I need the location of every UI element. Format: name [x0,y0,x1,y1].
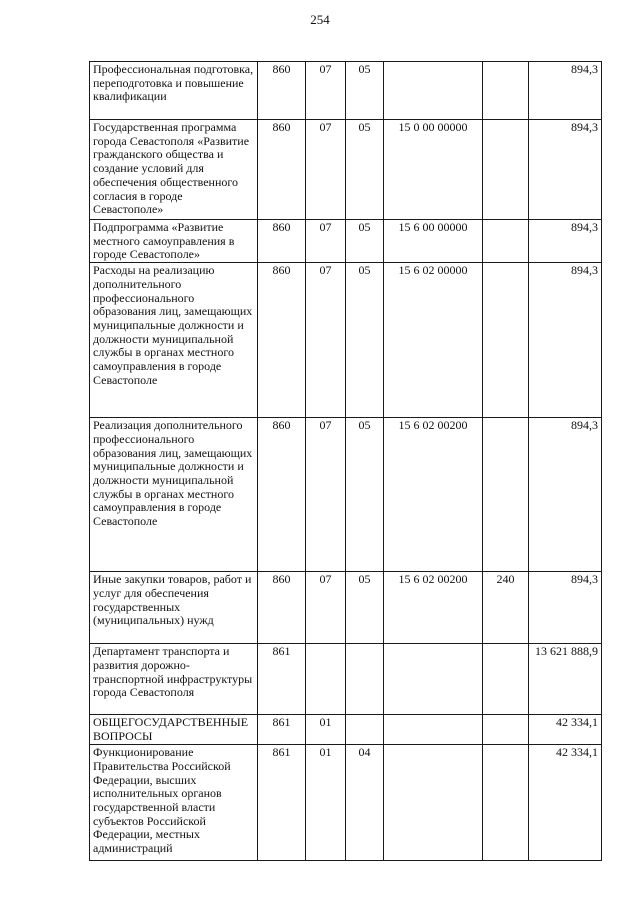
row-target-article [384,745,483,861]
row-expense-type [483,62,529,120]
row-target-article: 15 6 02 00000 [384,263,483,418]
budget-table [89,61,602,861]
row-name: Государственная программа города Севастополя «Развитие гражданского общества и создание условий для обеспечения общественного согласия в городе Севастополе» [90,120,258,220]
page-number: 254 [310,12,330,27]
row-amount: 894,3 [529,418,602,572]
row-subsection-code [346,644,384,715]
row-subsection-code: 05 [346,120,384,220]
row-amount: 894,3 [529,62,602,120]
row-org-code: 860 [258,62,306,120]
row-expense-type [483,263,529,418]
row-name: Подпрограмма «Развитие местного самоуправления в городе Севастополе» [90,220,258,263]
row-name: Иные закупки товаров, работ и услуг для обеспечения государственных (муниципальных) нужд [90,572,258,644]
row-expense-type [483,715,529,745]
row-org-code: 860 [258,220,306,263]
row-subsection-code: 05 [346,263,384,418]
row-target-article: 15 6 02 00200 [384,572,483,644]
row-amount: 894,3 [529,263,602,418]
row-amount: 894,3 [529,220,602,263]
row-target-article: 15 6 00 00000 [384,220,483,263]
row-subsection-code: 04 [346,745,384,861]
row-expense-type [483,644,529,715]
row-expense-type: 240 [483,572,529,644]
row-target-article [384,644,483,715]
row-target-article [384,715,483,745]
row-org-code: 860 [258,120,306,220]
row-section-code: 07 [306,263,346,418]
row-target-article: 15 6 02 00200 [384,418,483,572]
row-name: Профессиональная подготовка, переподготовка и повышение квалификации [90,62,258,120]
table-row [90,62,602,120]
row-section-code: 07 [306,220,346,263]
row-section-code: 07 [306,120,346,220]
row-expense-type [483,220,529,263]
row-org-code: 860 [258,263,306,418]
row-section-code: 07 [306,62,346,120]
table-row [90,644,602,715]
row-name: Департамент транспорта и развития дорожно-транспортной инфраструктуры города Севастополя [90,644,258,715]
row-section-code: 01 [306,745,346,861]
row-subsection-code: 05 [346,220,384,263]
row-section-code: 07 [306,418,346,572]
row-name: Функционирование Правительства Российской Федерации, высших исполнительных органов государственной власти субъектов Российской Федерации, местных администраций [90,745,258,861]
row-name: ОБЩЕГОСУДАРСТВЕННЫЕ ВОПРОСЫ [90,715,258,745]
row-org-code: 860 [258,418,306,572]
row-subsection-code: 05 [346,62,384,120]
table-row [90,263,602,418]
table-row [90,572,602,644]
row-expense-type [483,120,529,220]
row-subsection-code: 05 [346,418,384,572]
row-name: Реализация дополнительного профессионального образования лиц, замещающих муниципальные должности и должности муниципальной службы в органах местного самоуправления в городе Севастополе [90,418,258,572]
row-amount: 13 621 888,9 [529,644,602,715]
row-org-code: 861 [258,745,306,861]
row-section-code [306,644,346,715]
table-row [90,120,602,220]
row-subsection-code: 05 [346,572,384,644]
row-expense-type [483,418,529,572]
row-org-code: 860 [258,572,306,644]
row-amount: 894,3 [529,572,602,644]
row-amount: 894,3 [529,120,602,220]
row-amount: 42 334,1 [529,715,602,745]
row-section-code: 01 [306,715,346,745]
row-target-article: 15 0 00 00000 [384,120,483,220]
row-amount: 42 334,1 [529,745,602,861]
row-name: Расходы на реализацию дополнительного профессионального образования лиц, замещающих муниципальные должности и должности муниципальной службы в органах местного самоуправления в городе Севастополе [90,263,258,418]
table-row [90,745,602,861]
table-row [90,418,602,572]
row-section-code: 07 [306,572,346,644]
row-expense-type [483,745,529,861]
table-row [90,220,602,263]
row-org-code: 861 [258,644,306,715]
row-org-code: 861 [258,715,306,745]
table-row [90,715,602,745]
row-subsection-code [346,715,384,745]
row-target-article [384,62,483,120]
